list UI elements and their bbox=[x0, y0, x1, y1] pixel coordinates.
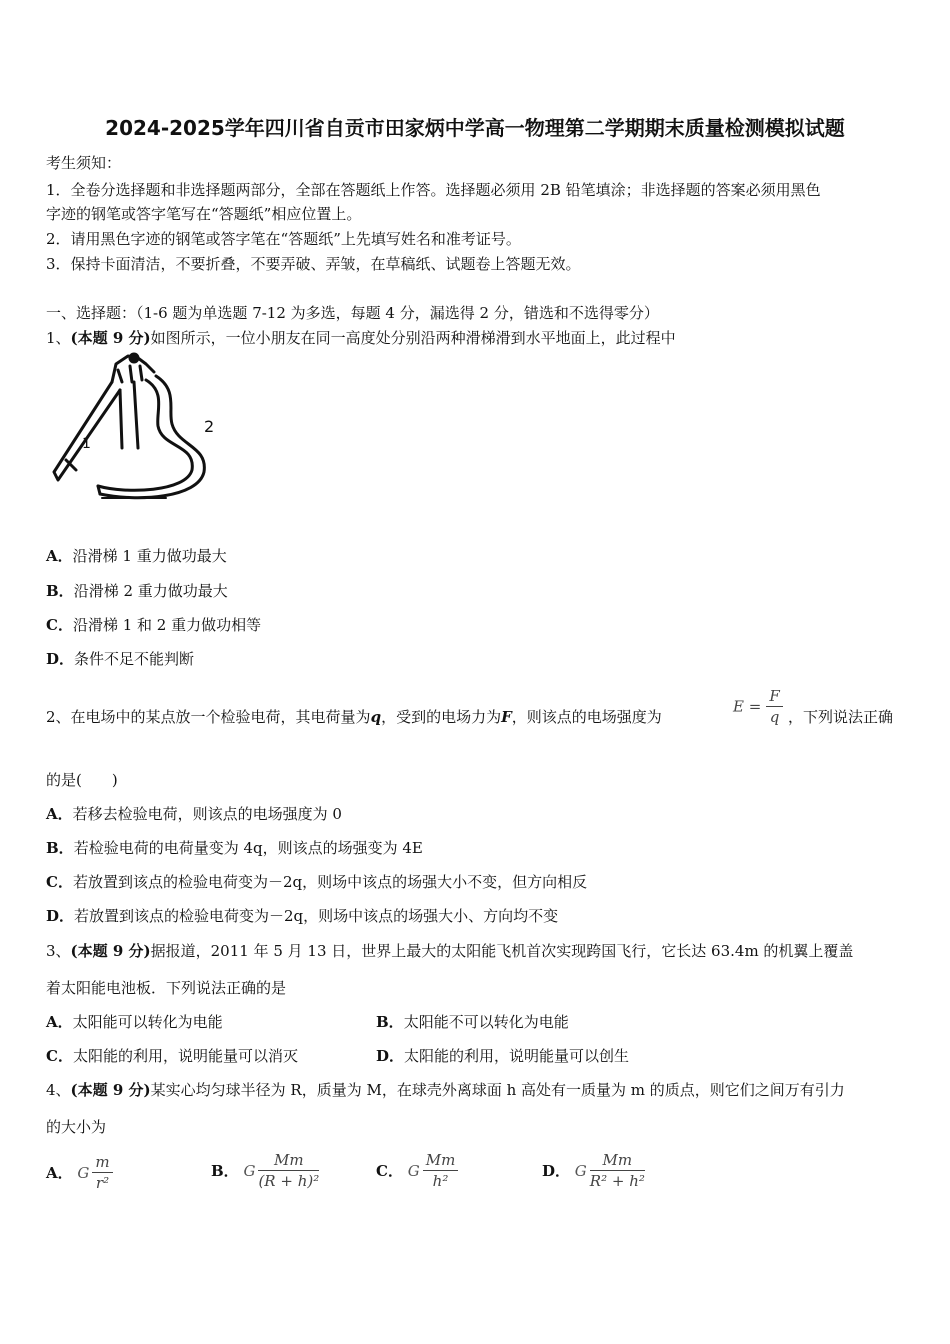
q2-number: 2、 bbox=[46, 708, 71, 726]
q1-option-c[interactable] bbox=[46, 614, 261, 635]
notice-line-3: 3．保持卡面清洁，不要折叠，不要弄破、弄皱，在草稿纸、试题卷上答题无效。 bbox=[46, 255, 581, 273]
gravitational-constant: G bbox=[574, 1161, 587, 1180]
q3-stem-b: 着太阳能电池板．下列说法正确的是 bbox=[46, 979, 287, 997]
q1-stem bbox=[46, 327, 676, 348]
q4-stem-a: 某实心均匀球半径为 R，质量为 M，在球壳外离球面 h 高处有一质量为 m 的质点，则它们之间万有引力 bbox=[150, 1081, 845, 1099]
gravitational-constant: G bbox=[407, 1161, 420, 1180]
q2-stem-e: 的是( ) bbox=[46, 771, 118, 789]
option-letter: B． bbox=[211, 1162, 239, 1180]
q1-stem-text: 如图所示，一位小朋友在同一高度处分别沿两种滑梯滑到水平地面上，此过程中 bbox=[150, 329, 676, 347]
formula-denominator: h² bbox=[432, 1172, 449, 1190]
option-letter: D． bbox=[376, 1047, 405, 1065]
q2-stem-c: ，则该点的电场强度为 bbox=[511, 708, 662, 726]
q1-option-a[interactable] bbox=[46, 545, 227, 566]
q4-stem-line1 bbox=[46, 1079, 845, 1100]
formula-numerator: Mm bbox=[590, 1150, 645, 1171]
formula-numerator: Mm bbox=[423, 1150, 459, 1171]
q2-option-b[interactable] bbox=[46, 837, 423, 858]
option-letter: C． bbox=[46, 616, 73, 634]
option-letter: B． bbox=[46, 582, 74, 600]
q3-stem-line1 bbox=[46, 940, 853, 961]
figure-label-2: 2 bbox=[204, 417, 215, 436]
option-letter: A． bbox=[46, 1013, 73, 1031]
q2-option-c[interactable] bbox=[46, 871, 587, 892]
gravitational-constant: G bbox=[77, 1163, 90, 1182]
option-text: 沿滑梯 1 重力做功最大 bbox=[72, 547, 227, 565]
q1-score: (本题 9 分) bbox=[70, 329, 151, 347]
formula-denominator: (R + h)² bbox=[258, 1172, 320, 1190]
formula-lhs: E = bbox=[733, 697, 762, 716]
q2-formula bbox=[733, 686, 783, 727]
q2-stem-line1 bbox=[46, 706, 662, 727]
option-letter: D． bbox=[46, 650, 75, 668]
option-text: 若检验电荷的电荷量变为 4q，则该点的场强变为 4E bbox=[73, 839, 423, 857]
notice-line-2: 2．请用黑色字迹的钢笔或答字笔在“答题纸”上先填写姓名和准考证号。 bbox=[46, 230, 521, 248]
q3-number: 3、 bbox=[46, 942, 71, 960]
formula-denominator: R² + h² bbox=[589, 1172, 645, 1190]
page-title: 2024-2025学年四川省自贡市田家炳中学高一物理第二学期期末质量检测模拟试题 bbox=[105, 116, 845, 140]
option-letter: D． bbox=[46, 907, 75, 925]
formula-numerator: Mm bbox=[258, 1150, 319, 1171]
q2-var-f: F bbox=[501, 708, 512, 726]
q3-score: (本题 9 分) bbox=[70, 942, 151, 960]
notice-line-1b: 字迹的钢笔或答字笔写在“答题纸”相应位置上。 bbox=[46, 205, 362, 223]
notice-heading: 考生须知： bbox=[46, 154, 122, 172]
slide-figure bbox=[46, 352, 226, 502]
q2-var-q: q bbox=[370, 708, 382, 726]
q2-option-a[interactable] bbox=[46, 803, 342, 824]
notice-line-1a: 1．全卷分选择题和非选择题两部分，全部在答题纸上作答。选择题必须用 2B 铅笔填涂；非选择题的答案必须用黑色 bbox=[46, 181, 821, 199]
option-text: 太阳能可以转化为电能 bbox=[72, 1013, 223, 1031]
option-text: 沿滑梯 2 重力做功最大 bbox=[73, 582, 228, 600]
formula-denominator: q bbox=[769, 708, 780, 726]
section-heading: 一、选择题：（1-6 题为单选题 7-12 为多选，每题 4 分，漏选得 2 分，错选和不选得零分） bbox=[46, 304, 659, 322]
option-letter: A． bbox=[46, 1164, 73, 1182]
option-letter: C． bbox=[376, 1162, 403, 1180]
q2-stem-b: ，受到的电场力为 bbox=[381, 708, 502, 726]
formula-denominator: r² bbox=[95, 1174, 110, 1192]
q3-option-a[interactable] bbox=[46, 1011, 223, 1032]
formula-numerator: F bbox=[766, 686, 782, 707]
q3-option-c[interactable] bbox=[46, 1045, 298, 1066]
q4-score: (本题 9 分) bbox=[70, 1081, 151, 1099]
q4-number: 4、 bbox=[46, 1081, 71, 1099]
option-text: 若放置到该点的检验电荷变为－2q，则场中该点的场强大小不变，但方向相反 bbox=[72, 873, 588, 891]
option-text: 若放置到该点的检验电荷变为－2q，则场中该点的场强大小、方向均不变 bbox=[74, 907, 559, 925]
q3-option-b[interactable] bbox=[376, 1011, 569, 1032]
option-text: 若移去检验电荷，则该点的电场强度为 0 bbox=[72, 805, 342, 823]
gravitational-constant: G bbox=[243, 1161, 256, 1180]
q4-stem-b: 的大小为 bbox=[46, 1118, 107, 1136]
q4-option-c[interactable] bbox=[376, 1150, 458, 1191]
formula-numerator: m bbox=[92, 1152, 112, 1173]
option-text: 太阳能不可以转化为电能 bbox=[403, 1013, 569, 1031]
q2-stem-a: 在电场中的某点放一个检验电荷，其电荷量为 bbox=[70, 708, 371, 726]
option-letter: D． bbox=[542, 1162, 571, 1180]
option-letter: A． bbox=[46, 547, 73, 565]
option-text: 条件不足不能判断 bbox=[74, 650, 195, 668]
option-letter: B． bbox=[46, 839, 74, 857]
q2-option-d[interactable] bbox=[46, 905, 558, 926]
q1-option-d[interactable] bbox=[46, 648, 194, 669]
q3-option-d[interactable] bbox=[376, 1045, 629, 1066]
option-text: 太阳能的利用，说明能量可以创生 bbox=[404, 1047, 630, 1065]
q3-stem-a: 据报道，2011 年 5 月 13 日，世界上最大的太阳能飞机首次实现跨国飞行，它长达 63.4m 的机翼上覆盖 bbox=[150, 942, 854, 960]
figure-label-1: 1 bbox=[82, 436, 91, 452]
option-text: 沿滑梯 1 和 2 重力做功相等 bbox=[72, 616, 262, 634]
q1-number: 1、 bbox=[46, 329, 71, 347]
option-letter: C． bbox=[46, 1047, 73, 1065]
q1-option-b[interactable] bbox=[46, 580, 228, 601]
option-text: 太阳能的利用，说明能量可以消灭 bbox=[72, 1047, 298, 1065]
option-letter: A． bbox=[46, 805, 73, 823]
q4-option-d[interactable] bbox=[542, 1150, 645, 1191]
q4-option-b[interactable] bbox=[211, 1150, 319, 1191]
option-letter: C． bbox=[46, 873, 73, 891]
q4-option-a[interactable] bbox=[46, 1152, 113, 1193]
option-letter: B． bbox=[376, 1013, 404, 1031]
q2-stem-d: ，下列说法正确 bbox=[788, 708, 894, 726]
